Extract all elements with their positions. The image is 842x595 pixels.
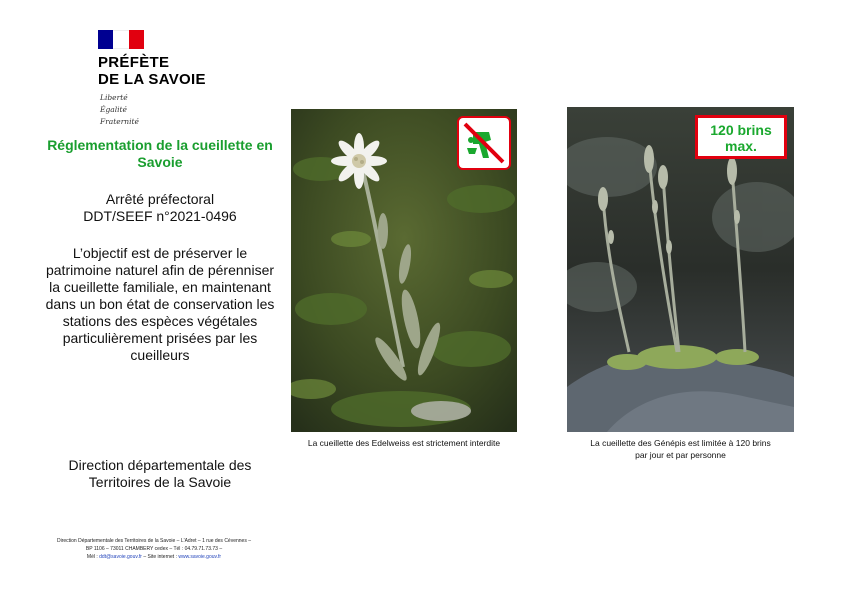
direction-name xyxy=(40,457,280,491)
limit-badge xyxy=(695,115,787,159)
genepi-caption-line1: La cueillette des Génépis est limitée à 120 brins xyxy=(590,438,771,448)
no-picking-icon xyxy=(459,118,509,168)
footer-line1: Direction Départementale des Territoires de la Savoie – L'Adret – 1 rue des Cévennes – xyxy=(56,538,252,544)
arrete-line2: DDT/SEEF n°2021-0496 xyxy=(83,208,237,224)
footer-address xyxy=(30,537,278,561)
footer-site-label: – Site internet : xyxy=(141,554,179,560)
direction-line1: Direction départementale des xyxy=(68,457,252,473)
objective-paragraph: L’objectif est de préserver le patrimoine naturel afin de pérenniser la cueillette familiale, en maintenant dans un bon état de conservation les stations des espèces végétales particulièrement prisées par les cueilleurs xyxy=(45,245,275,363)
motto-liberte: Liberté xyxy=(100,93,128,102)
footer-line3 xyxy=(30,553,278,561)
footer-mail-link[interactable]: ddt@savoie.gouv.fr xyxy=(99,554,142,560)
direction-line2: Territoires de la Savoie xyxy=(88,474,232,490)
footer-mail-label: Mél : xyxy=(86,554,100,560)
french-flag-logo xyxy=(98,30,144,49)
motto-fraternite: Fraternité xyxy=(100,117,139,126)
footer-line2: BP 1106 – 73011 CHAMBERY cedex – Tél : 04.79.71.73.73 – xyxy=(85,546,223,552)
page-title: Réglementation de la cueillette en Savoie xyxy=(47,137,273,170)
republic-motto xyxy=(100,92,139,128)
genepi-caption xyxy=(548,437,813,461)
prefecture-name-line2: DE LA SAVOIE xyxy=(98,71,206,88)
no-picking-badge xyxy=(457,116,511,170)
arrete-reference xyxy=(40,191,280,225)
limit-badge-line2: max. xyxy=(725,138,757,154)
edelweiss-caption: La cueillette des Edelweiss est strictement interdite xyxy=(307,438,501,448)
genepi-caption-line2: par jour et par personne xyxy=(635,450,726,460)
motto-egalite: Égalité xyxy=(100,105,127,114)
footer-site-link[interactable]: www.savoie.gouv.fr xyxy=(178,554,222,560)
arrete-line1: Arrêté préfectoral xyxy=(105,191,215,207)
limit-badge-line1: 120 brins xyxy=(710,122,772,138)
prefecture-name-line1: PRÉFÈTE xyxy=(98,54,170,71)
prefecture-name xyxy=(98,54,206,88)
